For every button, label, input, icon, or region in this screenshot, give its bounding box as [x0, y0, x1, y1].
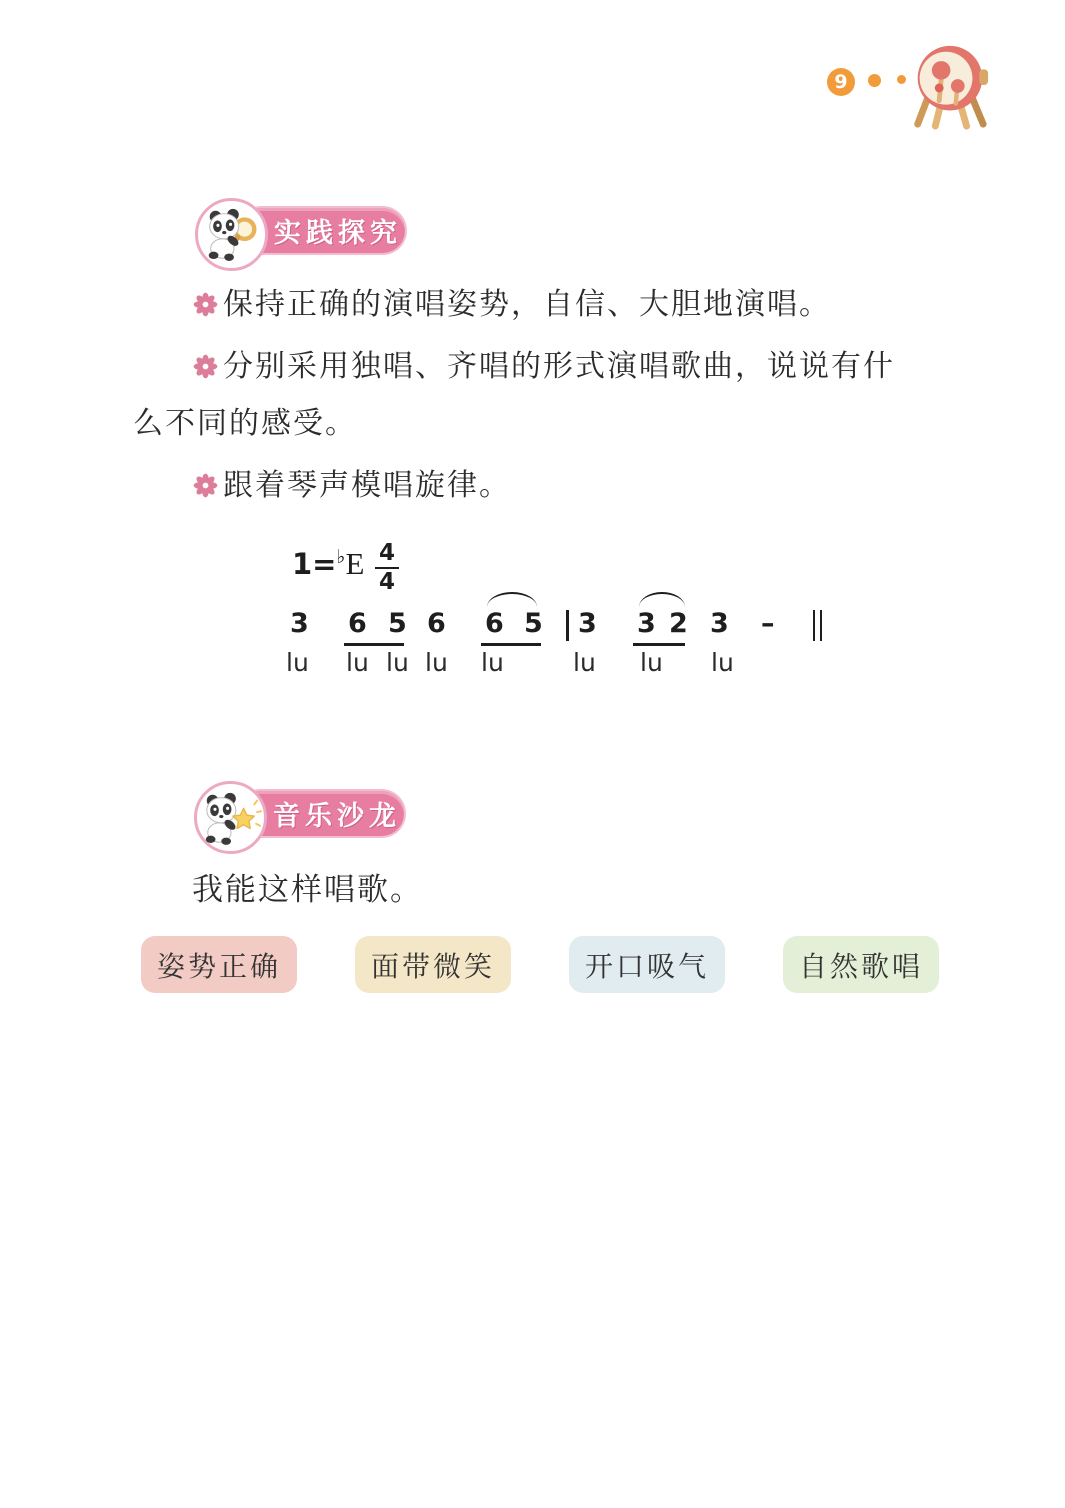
slur-arc	[487, 592, 537, 607]
section-header-practice	[195, 198, 410, 272]
lyric: lu	[386, 648, 409, 677]
note: 5	[388, 608, 407, 639]
note: 2	[669, 608, 688, 639]
time-signature	[375, 541, 399, 595]
half-note-dash: –	[761, 608, 775, 639]
eighth-beam	[344, 643, 404, 646]
time-denominator: 4	[379, 569, 396, 595]
section-badge-label: 实践探究	[274, 218, 402, 249]
lyric: lu	[711, 648, 734, 677]
salon-intro-text: 我能这样唱歌。	[192, 872, 423, 907]
note: 3	[637, 608, 656, 639]
bullet-item	[133, 338, 913, 452]
note: 3	[578, 608, 597, 639]
note: 3	[710, 608, 729, 639]
panda-star-icon	[194, 781, 267, 854]
bullet-text: 保持正确的演唱姿势，自信、大胆地演唱。	[223, 288, 831, 321]
time-numerator: 4	[375, 541, 399, 569]
bullet-item	[133, 276, 913, 333]
lyric: lu	[286, 648, 309, 677]
tag-breath: 开口吸气	[569, 936, 725, 993]
flower-bullet-icon	[193, 354, 218, 379]
lyric: lu	[481, 648, 504, 677]
eighth-beam	[481, 643, 541, 646]
flower-bullet-icon	[193, 473, 218, 498]
lyric: lu	[573, 648, 596, 677]
panda-magnifier-icon	[195, 198, 268, 271]
flower-bullet-icon	[193, 292, 218, 317]
key-prefix: 1=	[292, 547, 337, 581]
barline	[566, 610, 569, 641]
tag-posture: 姿势正确	[141, 936, 297, 993]
note: 6	[427, 608, 446, 639]
note: 3	[290, 608, 309, 639]
drum-icon	[898, 42, 998, 130]
lyric: lu	[346, 648, 369, 677]
section-badge-label: 音乐沙龙	[273, 801, 401, 832]
section-badge	[248, 791, 404, 836]
page-number-badge: 9	[827, 68, 855, 96]
final-barline	[813, 610, 822, 641]
key-letter: E	[345, 546, 365, 581]
note: 5	[524, 608, 543, 639]
lyric: lu	[425, 648, 448, 677]
tag-smile: 面带微笑	[355, 936, 511, 993]
key-signature	[292, 546, 364, 582]
eighth-beam	[633, 643, 685, 646]
flat-sign: ♭	[336, 546, 346, 568]
section-badge	[249, 208, 405, 253]
singing-tip-tags	[141, 936, 939, 993]
note: 6	[348, 608, 367, 639]
decorative-dot	[868, 74, 881, 87]
bullet-text: 跟着琴声模唱旋律。	[223, 469, 511, 502]
slur-arc	[639, 592, 685, 607]
tag-natural: 自然歌唱	[783, 936, 939, 993]
bullet-item	[133, 457, 913, 514]
note: 6	[485, 608, 504, 639]
practice-bullet-list	[133, 276, 913, 519]
section-header-salon	[194, 781, 409, 855]
bullet-text: 分别采用独唱、齐唱的形式演唱歌曲，说说有什么不同的感受。	[133, 350, 895, 440]
lyric: lu	[640, 648, 663, 677]
